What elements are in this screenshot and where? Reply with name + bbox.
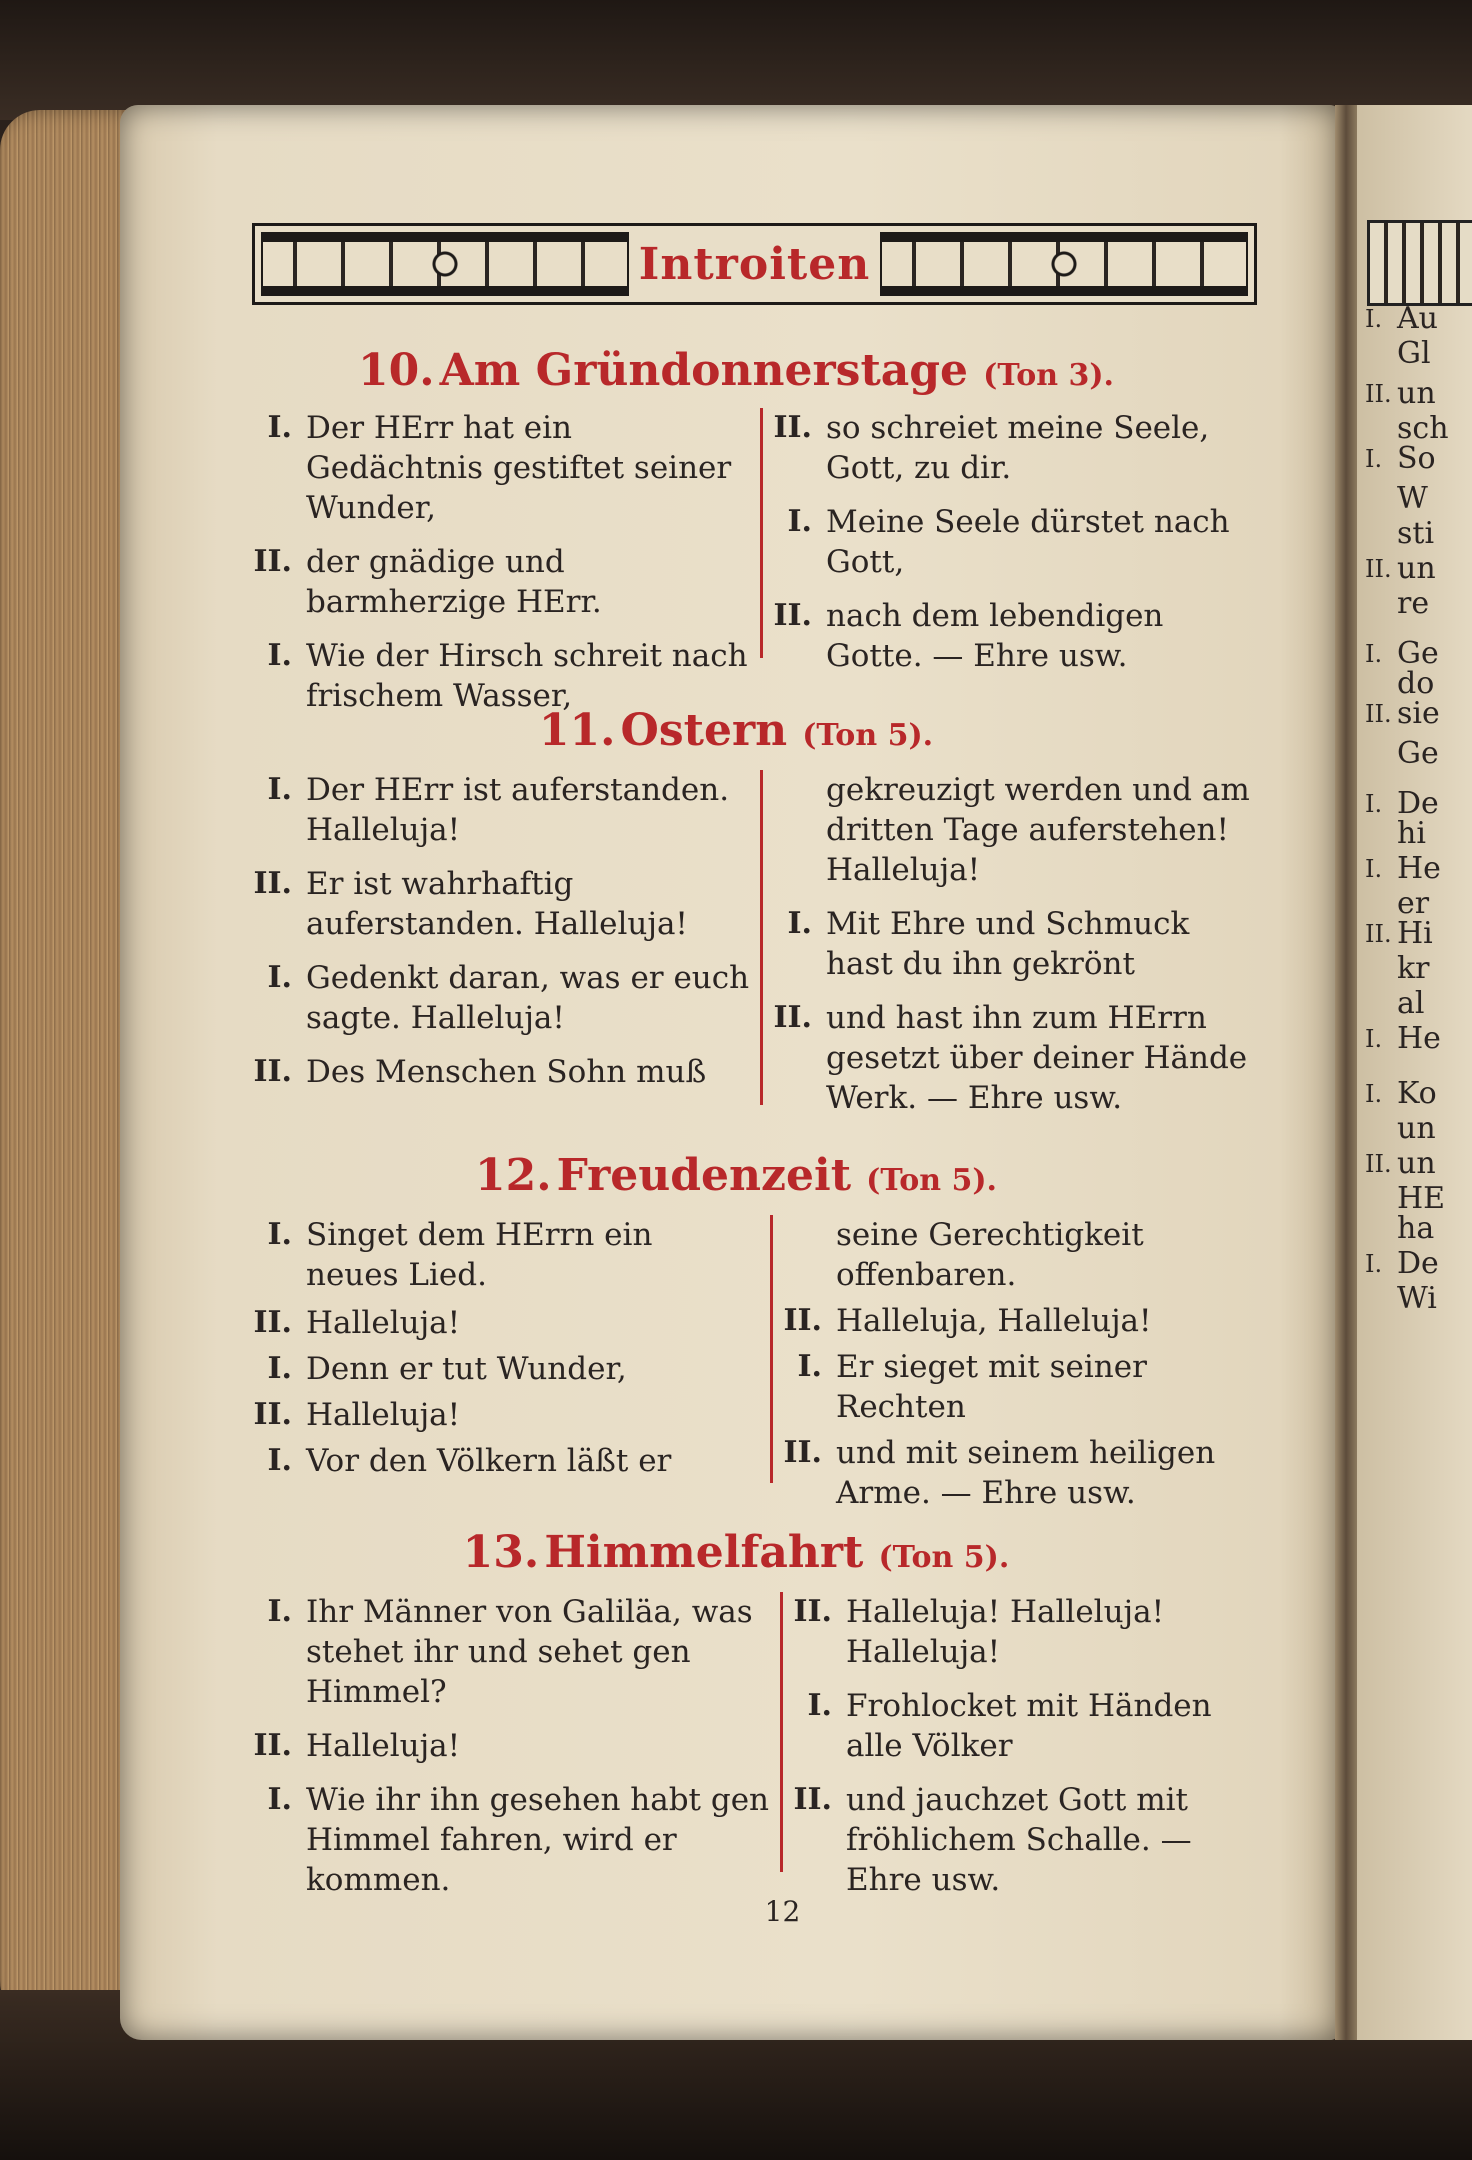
verse-mark: I. (267, 772, 292, 807)
verse-mark: I. (267, 410, 292, 445)
verse-text: Er sieget mit seiner Rechten (836, 1349, 1147, 1425)
verse (792, 1686, 1257, 1766)
verse (252, 1303, 752, 1343)
verse-text: Ihr Männer von Galiläa, was stehet ihr und sehet gen Himmel? (306, 1594, 753, 1710)
next-page-text-fragment: un (1397, 376, 1436, 411)
verse-mark: II. (793, 1594, 832, 1629)
next-page-verse-mark: II. (1365, 920, 1392, 948)
verse (782, 1347, 1257, 1427)
next-page-text-fragment: al (1397, 986, 1425, 1021)
next-page-text-fragment: Ge (1397, 736, 1439, 771)
next-page-text-fragment: do (1397, 666, 1435, 701)
next-page-text-fragment: De (1397, 1246, 1439, 1281)
column-divider (760, 770, 763, 1105)
verse-text: Halleluja! (306, 1397, 461, 1433)
section-title: Ostern (620, 705, 788, 756)
section-number: 12. (474, 1150, 552, 1201)
book-background-top (0, 0, 1472, 120)
verse (782, 1433, 1257, 1513)
verse-text: gekreuzigt werden und am dritten Tage auferstehen! Halleluja! (826, 772, 1250, 888)
verse-mark: II. (253, 1397, 292, 1432)
verse-mark: II. (773, 1000, 812, 1035)
verse (782, 1301, 1257, 1341)
verse-text: Wie ihr ihn gesehen habt gen Himmel fahren, wird er kommen. (306, 1782, 770, 1898)
verse-mark: I. (267, 1217, 292, 1252)
verse-mark: II. (253, 1305, 292, 1340)
verse (252, 770, 752, 850)
verse-mark: I. (787, 504, 812, 539)
verse-text: und hast ihn zum HErrn gesetzt über deiner Hände Werk. — Ehre usw. (826, 1000, 1248, 1116)
verse-mark: II. (773, 598, 812, 633)
next-page-text-fragment: er (1397, 886, 1430, 921)
verse-mark: I. (267, 1782, 292, 1817)
section-tone: (Ton 5). (878, 1540, 1010, 1575)
verse-text: Halleluja! Halleluja! Halleluja! (846, 1594, 1165, 1670)
next-page-verse-mark: II. (1365, 1150, 1392, 1178)
next-page-verse-mark: I. (1365, 1250, 1383, 1278)
next-page-text-fragment: Gl (1397, 336, 1431, 371)
verse (252, 1052, 752, 1092)
verse-text: seine Gerechtigkeit offenbaren. (836, 1217, 1144, 1293)
verse-mark: I. (787, 906, 812, 941)
section-heading (0, 1527, 1472, 1578)
section-number: 13. (462, 1527, 540, 1578)
section-13-right-column (792, 1592, 1257, 1914)
verse-text: Er ist wahrhaftig auferstanden. Halleluja! (306, 866, 688, 942)
page-edges (0, 110, 140, 2040)
verse (792, 1592, 1257, 1672)
verse (772, 904, 1252, 984)
verse-text: Denn er tut Wunder, (306, 1351, 627, 1387)
verse-text: Gedenkt daran, was er euch sagte. Halleluja! (306, 960, 750, 1036)
verse-mark: I. (807, 1688, 832, 1723)
section-11-left-column (252, 770, 752, 1106)
section-12-left-column (252, 1215, 752, 1487)
next-page-text-fragment: Ge (1397, 636, 1439, 671)
verse-text: nach dem lebendigen Gotte. — Ehre usw. (826, 598, 1164, 674)
verse (772, 998, 1252, 1118)
verse-text: und jauchzet Gott mit fröhlichem Schalle. — Ehre usw. (846, 1782, 1192, 1898)
verse-text: Halleluja! (306, 1305, 461, 1341)
verse (782, 1215, 1257, 1295)
next-page-verse-mark: I. (1365, 445, 1383, 473)
verse-text: Wie der Hirsch schreit nach frischem Wasser, (306, 638, 748, 714)
verse-text: Singet dem HErrn ein neues Lied. (306, 1217, 653, 1293)
verse-mark: II. (793, 1782, 832, 1817)
verse-mark: II. (253, 544, 292, 579)
verse (772, 596, 1252, 676)
verse (252, 1780, 772, 1900)
next-page-verse-mark: I. (1365, 640, 1383, 668)
verse-text: Halleluja! (306, 1728, 461, 1764)
section-10-right-column (772, 408, 1252, 690)
section-heading (0, 705, 1472, 756)
verse (252, 542, 752, 622)
next-page-text-fragment: HE (1397, 1181, 1446, 1216)
next-page-text-fragment: Hi (1397, 916, 1433, 951)
verse (252, 1726, 772, 1766)
section-heading (0, 1150, 1472, 1201)
verse (252, 1592, 772, 1712)
verse-mark: II. (253, 866, 292, 901)
section-title: Am Gründonnerstage (439, 345, 969, 396)
next-page-text-fragment: un (1397, 1146, 1436, 1181)
section-10-left-column (252, 408, 752, 730)
verse-text: der gnädige und barmherzige HErr. (306, 544, 602, 620)
header-ornament-left (261, 232, 629, 296)
verse (772, 502, 1252, 582)
section-11-body (252, 770, 1257, 1116)
section-number: 10. (358, 345, 435, 396)
verse-text: Halleluja, Halleluja! (836, 1303, 1152, 1339)
section-title: Himmelfahrt (544, 1527, 864, 1578)
verse-text: Der HErr hat ein Gedächtnis gestiftet seiner Wunder, (306, 410, 732, 526)
section-title: Freudenzeit (556, 1150, 852, 1201)
next-page-verse-mark: II. (1365, 555, 1392, 583)
verse-text: Vor den Völkern läßt er (306, 1443, 672, 1479)
verse (772, 408, 1252, 488)
section-13-left-column (252, 1592, 772, 1914)
verse-text: Der HErr ist auferstanden. Halleluja! (306, 772, 730, 848)
column-divider (780, 1592, 783, 1872)
verse-mark: II. (253, 1728, 292, 1763)
section-tone: (Ton 5). (802, 718, 934, 753)
page-title: Introiten (638, 238, 871, 290)
next-page-text-fragment: sch (1397, 411, 1449, 446)
section-12-right-column (782, 1215, 1257, 1519)
section-10-body (252, 408, 1257, 714)
verse-mark: I. (267, 960, 292, 995)
verse-text: so schreiet meine Seele, Gott, zu dir. (826, 410, 1210, 486)
verse-mark: I. (797, 1349, 822, 1384)
next-page-text-fragment: W (1397, 481, 1428, 516)
next-page-verse-mark: I. (1365, 305, 1383, 333)
next-page-text-fragment: Au (1397, 301, 1438, 336)
verse-mark: II. (773, 410, 812, 445)
section-11-right-column (772, 770, 1252, 1132)
verse (252, 636, 752, 716)
section-number: 11. (538, 705, 616, 756)
next-page-header-ornament (1367, 220, 1472, 306)
next-page-text-fragment: sti (1397, 516, 1435, 551)
verse-text: und mit seinem heiligen Arme. — Ehre usw. (836, 1435, 1216, 1511)
next-page-text-fragment: He (1397, 851, 1441, 886)
section-13-body (252, 1592, 1257, 1898)
next-page-verse-mark: II. (1365, 700, 1392, 728)
header-ornament-right (880, 232, 1248, 296)
verse-mark: I. (267, 1594, 292, 1629)
verse (252, 1215, 752, 1295)
verse-mark: II. (253, 1054, 292, 1089)
verse-text: Mit Ehre und Schmuck hast du ihn gekrönt (826, 906, 1190, 982)
next-page-verse-mark: II. (1365, 380, 1392, 408)
next-page-verse-mark: I. (1365, 1025, 1383, 1053)
verse (772, 770, 1252, 890)
next-page-text-fragment: un (1397, 551, 1436, 586)
next-page-verse-mark: I. (1365, 790, 1383, 818)
next-page-text-fragment: De (1397, 786, 1439, 821)
verse (252, 408, 752, 528)
column-divider (770, 1215, 773, 1483)
section-heading (0, 345, 1472, 396)
section-tone: (Ton 5). (866, 1163, 997, 1198)
page-header-band (252, 223, 1257, 305)
verse (252, 1395, 752, 1435)
page-number: 12 (764, 1895, 801, 1928)
verse-text: Frohlocket mit Händen alle Völker (846, 1688, 1212, 1764)
next-page-text-fragment: kr (1397, 951, 1430, 986)
next-page-text-fragment: un (1397, 1111, 1436, 1146)
verse-mark (772, 770, 812, 890)
column-divider (760, 408, 763, 658)
verse-mark: I. (267, 1443, 292, 1478)
section-12-body (252, 1215, 1257, 1511)
verse (252, 1441, 752, 1481)
next-page-verse-mark: I. (1365, 1080, 1383, 1108)
verse-mark: II. (783, 1303, 822, 1338)
verse (252, 1349, 752, 1389)
next-page-text-fragment: sie (1397, 696, 1440, 731)
verse-mark: I. (267, 638, 292, 673)
next-page-text-fragment: re (1397, 586, 1430, 621)
section-tone: (Ton 3). (983, 358, 1114, 393)
verse-mark: I. (267, 1351, 292, 1386)
next-page-text-fragment: ha (1397, 1211, 1435, 1246)
next-page-verse-mark: I. (1365, 855, 1383, 883)
next-page-text-fragment: So (1397, 441, 1436, 476)
next-page-text-fragment: Ko (1397, 1076, 1437, 1111)
verse (252, 958, 752, 1038)
verse-text: Meine Seele dürstet nach Gott, (826, 504, 1230, 580)
verse-mark (782, 1215, 822, 1295)
next-page-text-fragment: Wi (1397, 1281, 1437, 1316)
verse-text: Des Menschen Sohn muß (306, 1054, 707, 1090)
verse (792, 1780, 1257, 1900)
next-page-text-fragment: He (1397, 1021, 1441, 1056)
verse (252, 864, 752, 944)
verse-mark: II. (783, 1435, 822, 1470)
next-page-text-fragment: hi (1397, 816, 1426, 851)
